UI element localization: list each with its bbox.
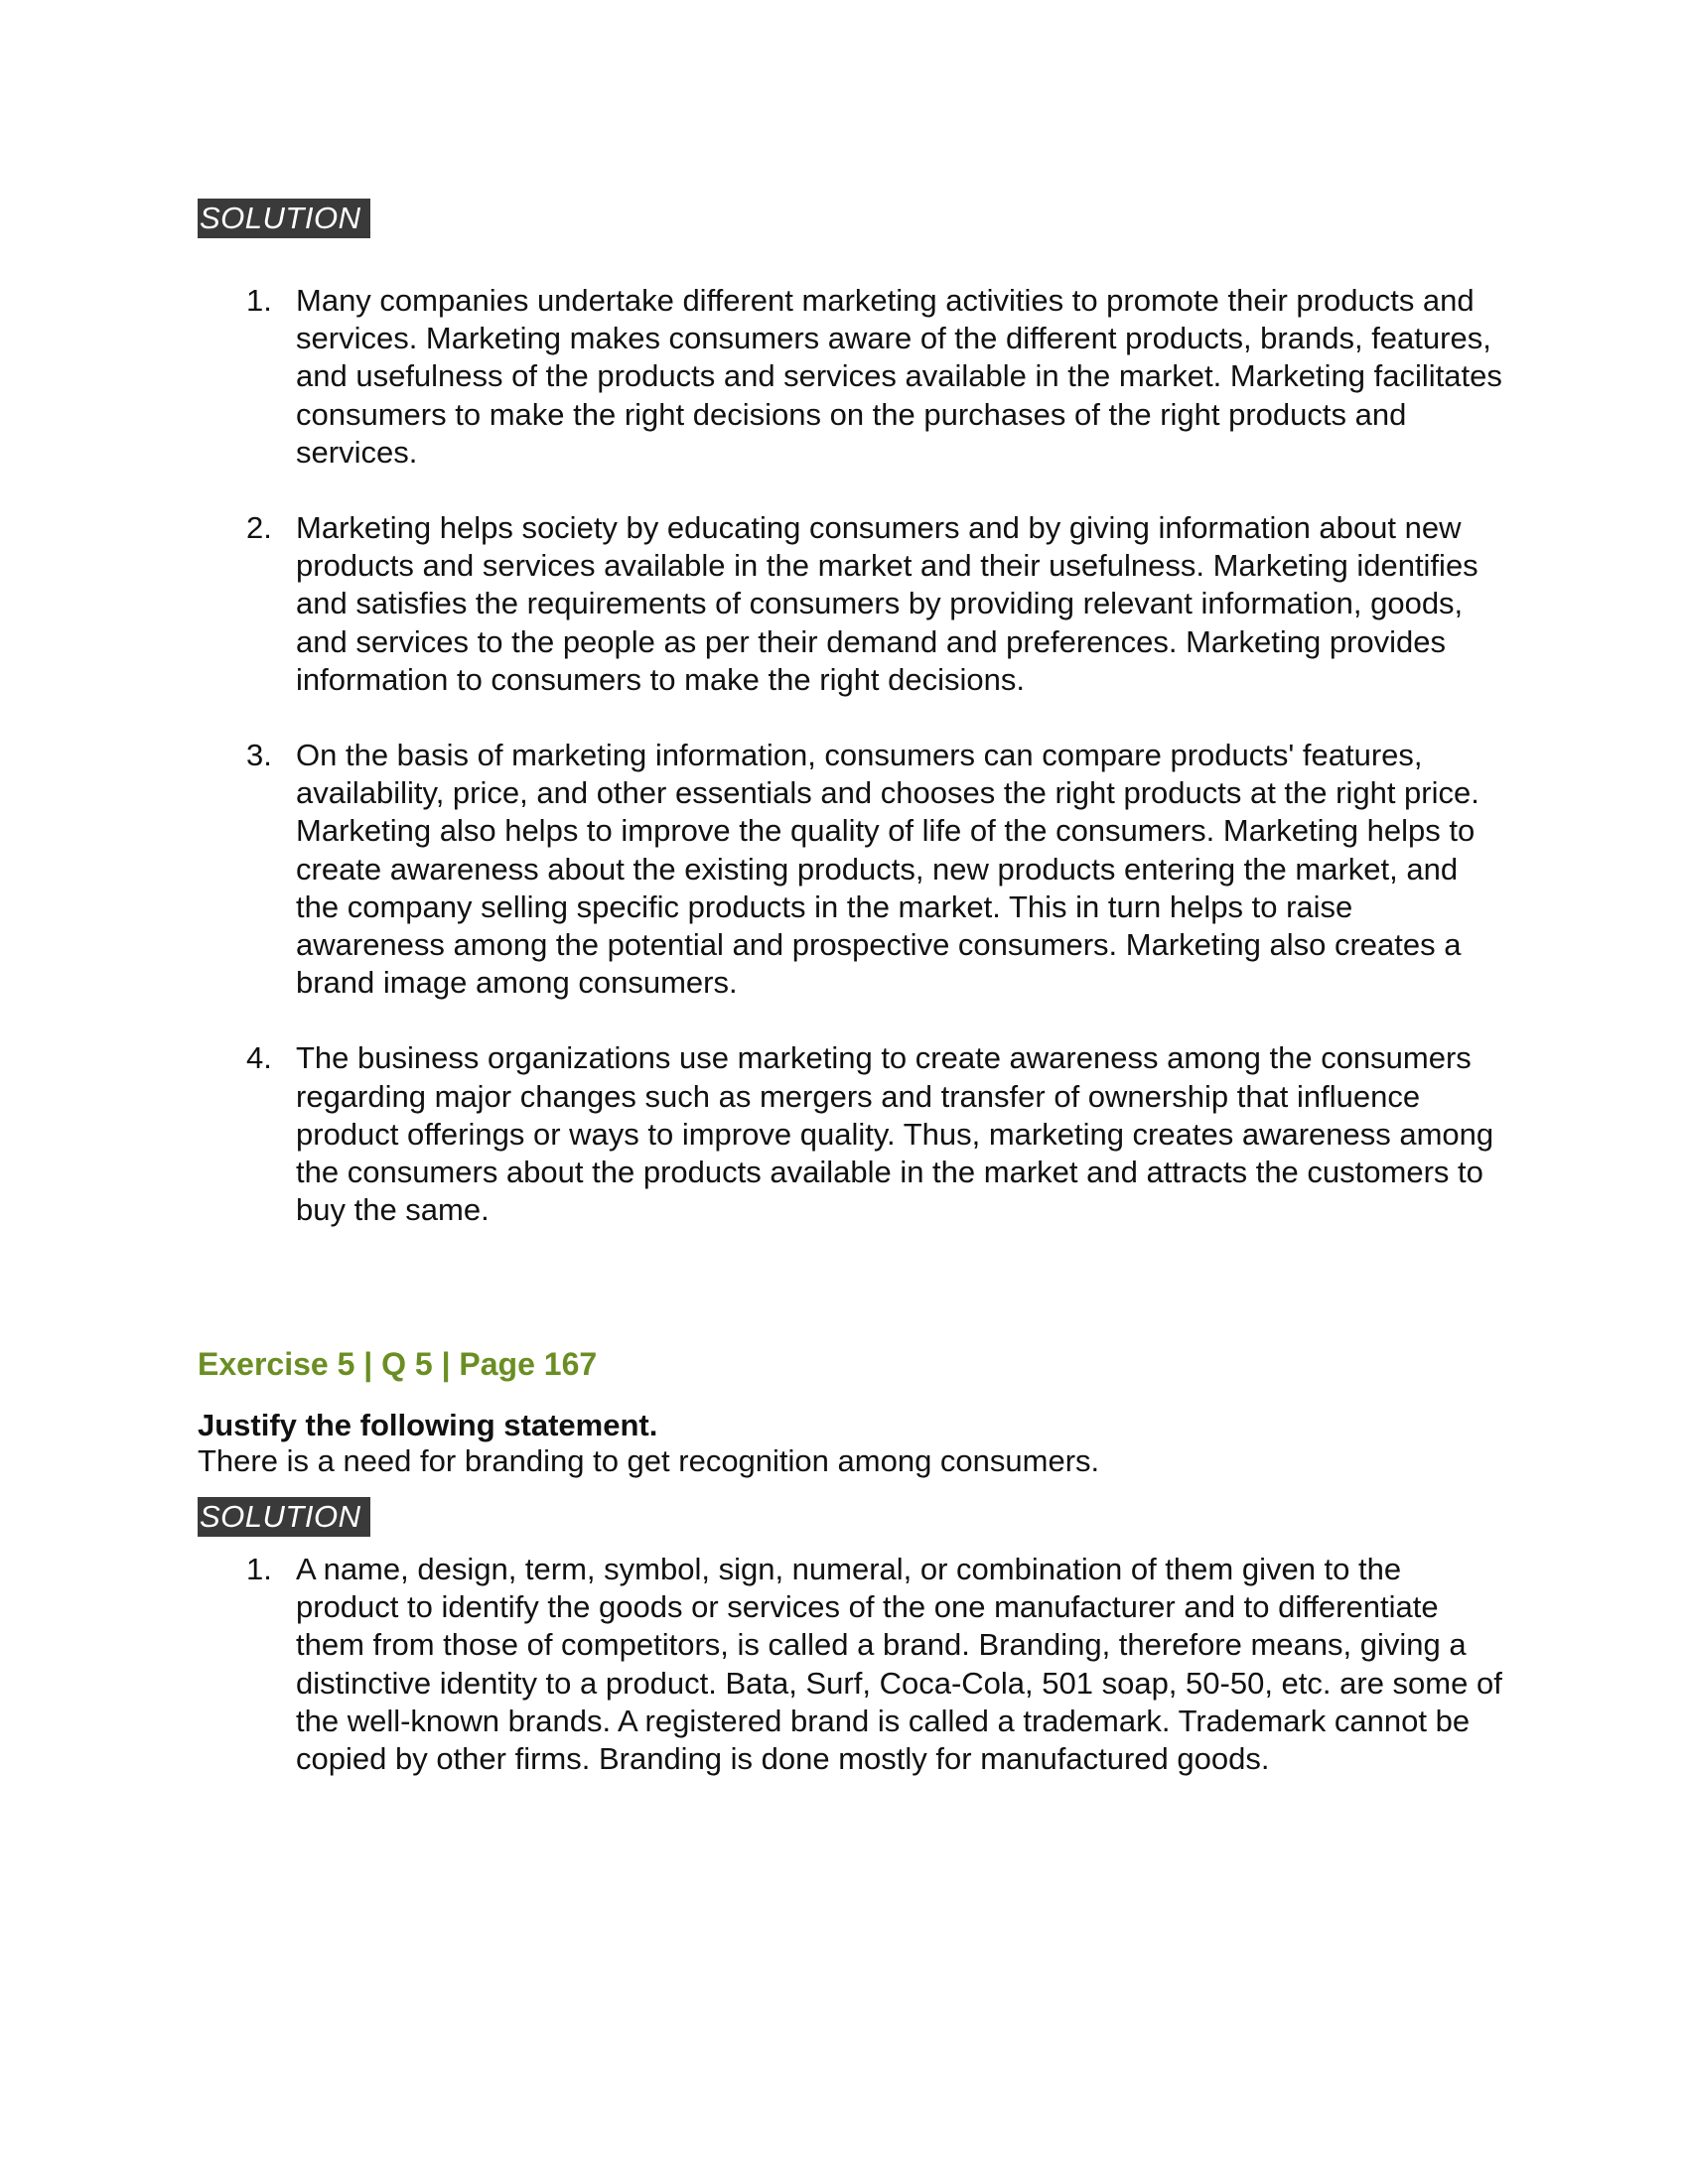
list-item <box>0 737 1507 1002</box>
question-text: There is a need for branding to get recognition among consumers. <box>198 1443 1100 1478</box>
exercise-heading: Exercise 5 | Q 5 | Page 167 <box>198 1346 598 1382</box>
list-item-text: Many companies undertake different marketing activities to promote their products and services. Marketing makes consumers aware of the different products, brands, features, and usefulness of the products and services available in the market. Marketing facilitates consumers to make the right decisions on the purchases of the right products and services. <box>296 283 1502 470</box>
list-item <box>0 509 1507 699</box>
list-item <box>0 282 1507 472</box>
list-item-number: 1. <box>246 1552 272 1586</box>
list-item <box>0 1039 1507 1229</box>
list-item-text: A name, design, term, symbol, sign, numeral, or combination of them given to the product to identify the goods or services of the one manufacturer and to differentiate them from those of competitors, is called a brand. Branding, therefore means, giving a distinctive identity to a product. Bata, Surf, Coca-Cola, 501 soap, 50-50, etc. are some of the well-known brands. A registered brand is called a trademark. Trademark cannot be copied by other firms. Branding is done mostly for manufactured goods. <box>296 1552 1502 1777</box>
list-item-number: 2. <box>246 510 272 546</box>
list-item-text: The business organizations use marketing to create awareness among the consumers regarding major changes such as mergers and transfer of ownership that influence product offerings or ways to improve quality. Thus, marketing creates awareness among the consumers about the products available in the market and attracts the customers to buy the same. <box>296 1040 1494 1228</box>
list-item-text: Marketing helps society by educating consumers and by giving information about new products and services available in the market and their usefulness. Marketing identifies and satisfies the requirements of consumers by providing relevant information, goods, and services to the people as per their demand and preferences. Marketing provides information to consumers to make the right decisions. <box>296 510 1478 697</box>
list-item <box>0 1551 1507 1778</box>
question-title: Justify the following statement. <box>198 1408 658 1442</box>
solution-list <box>0 1551 1688 1778</box>
list-item-number: 4. <box>246 1040 272 1076</box>
solution-label: SOLUTION <box>198 1497 370 1537</box>
solution-label: SOLUTION <box>198 199 370 238</box>
list-item-text: On the basis of marketing information, consumers can compare products' features, availability, price, and other essentials and chooses the right products at the right price. Marketing also helps to improve the quality of life of the consumers. Marketing helps to create awareness about the existing products, new products entering the market, and the company selling specific products in the market. This in turn helps to raise awareness among the potential and prospective consumers. Marketing also creates a brand image among consumers. <box>296 738 1479 1001</box>
list-item-number: 3. <box>246 738 272 773</box>
solution-list <box>0 282 1688 1267</box>
list-item-number: 1. <box>246 283 272 318</box>
